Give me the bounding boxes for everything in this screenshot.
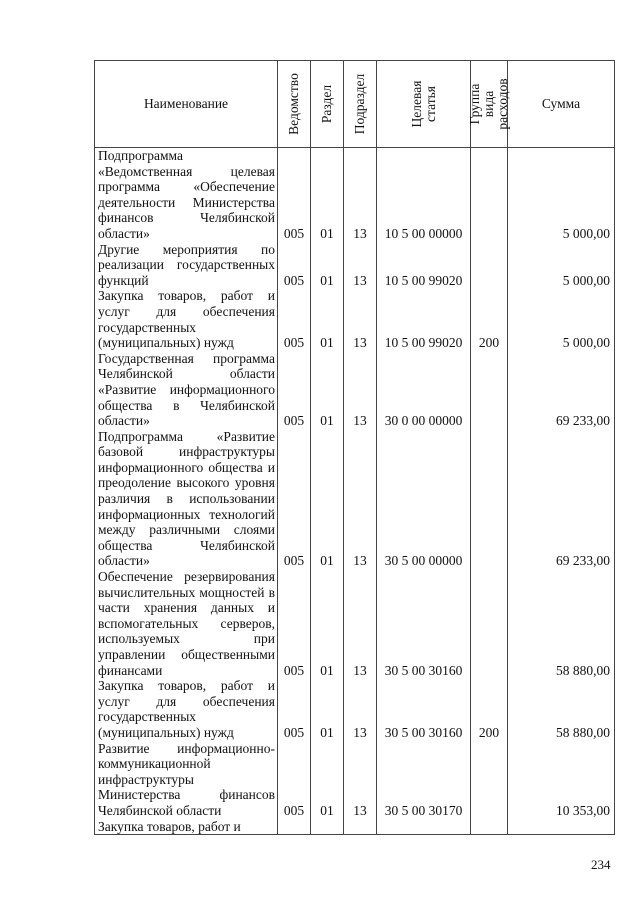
row-vedomstvo: 005 [278, 569, 311, 678]
row-podrazdel: 13 [344, 678, 377, 740]
row-vedomstvo: 005 [278, 288, 311, 350]
row-vedomstvo [278, 819, 311, 835]
row-summa: 58 880,00 [508, 569, 615, 678]
row-gruppa [471, 148, 508, 242]
row-name: Закупка товаров, работ и [95, 819, 278, 835]
row-celevaya-statya: 30 5 00 30170 [377, 741, 471, 819]
row-podrazdel: 13 [344, 429, 377, 569]
row-name: Закупка товаров, работ и услуг для обеспечения государственных (муниципальных) нужд [95, 678, 278, 740]
row-gruppa [471, 819, 508, 835]
table-row [95, 569, 615, 678]
table-row [95, 819, 615, 835]
header-podrazdel: Подраздел [344, 61, 377, 148]
row-gruppa [471, 741, 508, 819]
row-summa: 5 000,00 [508, 288, 615, 350]
row-summa: 69 233,00 [508, 351, 615, 429]
row-summa: 10 353,00 [508, 741, 615, 819]
table-row [95, 678, 615, 740]
row-name: Другие мероприятия по реализации государственных функций [95, 242, 278, 289]
table-row [95, 741, 615, 819]
row-vedomstvo: 005 [278, 351, 311, 429]
row-razdel: 01 [311, 741, 344, 819]
row-summa: 69 233,00 [508, 429, 615, 569]
table-row [95, 429, 615, 569]
row-celevaya-statya: 10 5 00 99020 [377, 288, 471, 350]
row-vedomstvo: 005 [278, 741, 311, 819]
row-razdel: 01 [311, 242, 344, 289]
header-razdel: Раздел [311, 61, 344, 148]
page-number: 234 [591, 857, 611, 872]
row-celevaya-statya: 30 5 00 30160 [377, 678, 471, 740]
row-summa: 5 000,00 [508, 242, 615, 289]
row-vedomstvo: 005 [278, 242, 311, 289]
row-celevaya-statya: 30 5 00 00000 [377, 429, 471, 569]
row-podrazdel: 13 [344, 351, 377, 429]
row-name: Государственная программа Челябинской области «Развитие информационного общества в Челябинской области» [95, 351, 278, 429]
row-name: Подпрограмма «Ведомственная целевая программа «Обеспечение деятельности Министерства финансов Челябинской области» [95, 148, 278, 242]
row-razdel: 01 [311, 351, 344, 429]
row-vedomstvo: 005 [278, 678, 311, 740]
row-celevaya-statya: 10 5 00 99020 [377, 242, 471, 289]
row-summa: 58 880,00 [508, 678, 615, 740]
row-gruppa: 200 [471, 678, 508, 740]
table-row [95, 242, 615, 289]
table-row [95, 288, 615, 350]
header-gruppa-vida-rashodov: Группа вида расходов [471, 61, 508, 148]
row-razdel: 01 [311, 429, 344, 569]
row-name: Обеспечение резервирования вычислительных мощностей в части хранения данных и вспомогательных серверов, используемых при управлении общественными финансами [95, 569, 278, 678]
header-celevaya-statya: Целевая статья [377, 61, 471, 148]
row-name: Закупка товаров, работ и услуг для обеспечения государственных (муниципальных) нужд [95, 288, 278, 350]
row-celevaya-statya: 10 5 00 00000 [377, 148, 471, 242]
row-summa [508, 819, 615, 835]
row-razdel: 01 [311, 678, 344, 740]
table-row [95, 148, 615, 242]
budget-table [94, 60, 615, 835]
row-gruppa [471, 429, 508, 569]
row-celevaya-statya: 30 0 00 00000 [377, 351, 471, 429]
row-razdel: 01 [311, 148, 344, 242]
row-celevaya-statya: 30 5 00 30160 [377, 569, 471, 678]
row-celevaya-statya [377, 819, 471, 835]
row-podrazdel [344, 819, 377, 835]
row-vedomstvo: 005 [278, 148, 311, 242]
row-razdel [311, 819, 344, 835]
table-header-row [95, 61, 615, 148]
row-podrazdel: 13 [344, 148, 377, 242]
header-summa: Сумма [508, 61, 615, 148]
row-vedomstvo: 005 [278, 429, 311, 569]
row-gruppa [471, 351, 508, 429]
row-summa: 5 000,00 [508, 148, 615, 242]
row-podrazdel: 13 [344, 741, 377, 819]
row-gruppa: 200 [471, 288, 508, 350]
header-name: Наименование [95, 61, 278, 148]
table-row [95, 351, 615, 429]
row-podrazdel: 13 [344, 569, 377, 678]
row-razdel: 01 [311, 569, 344, 678]
row-podrazdel: 13 [344, 242, 377, 289]
row-gruppa [471, 242, 508, 289]
row-gruppa [471, 569, 508, 678]
row-razdel: 01 [311, 288, 344, 350]
row-name: Подпрограмма «Развитие базовой инфраструктуры информационного общества и преодоление высокого уровня различия в использовании информационных технологий между различными слоями общества Челябинской области» [95, 429, 278, 569]
row-name: Развитие информационно-коммуникационной инфраструктуры Министерства финансов Челябинской области [95, 741, 278, 819]
header-vedomstvo: Ведомство [278, 61, 311, 148]
row-podrazdel: 13 [344, 288, 377, 350]
